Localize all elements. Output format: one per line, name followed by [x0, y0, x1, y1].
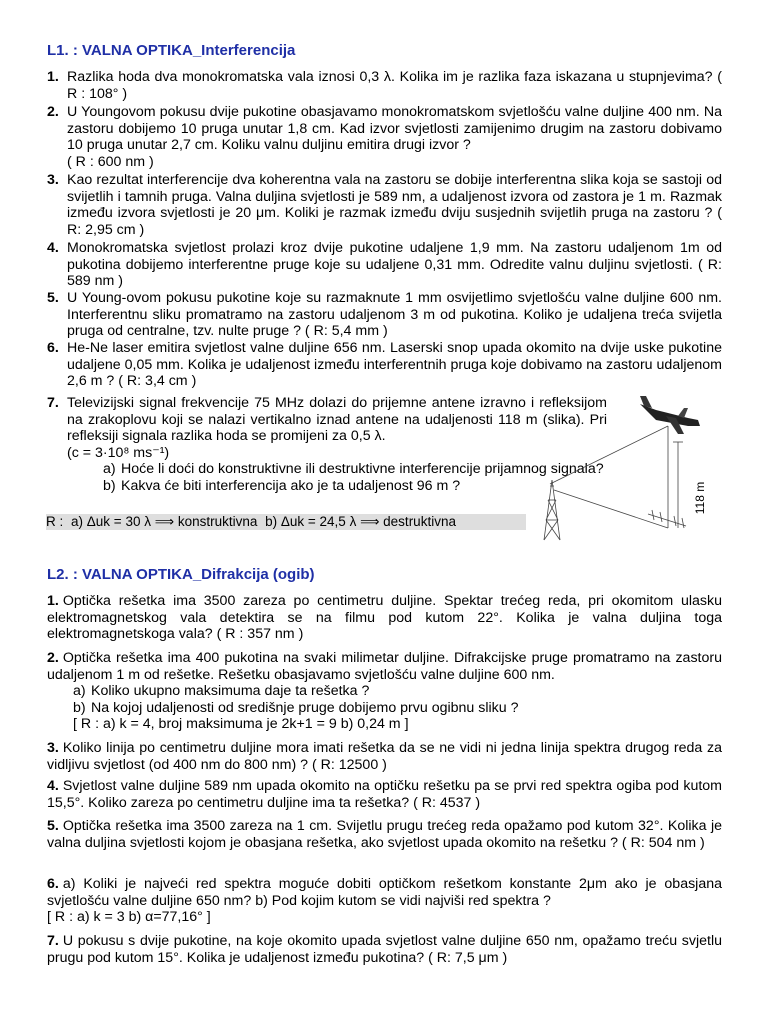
problem-l2-3 — [47, 740, 722, 773]
airplane-antenna-figure — [528, 390, 728, 550]
problem-l1-2 — [47, 104, 722, 170]
problem-answer: ( R : 600 nm ) — [67, 153, 154, 170]
subquestion-text: Hoće li doći do konstruktivne ili destruktivne interferencije prijamnog signala? — [121, 461, 604, 478]
problem-l2-2 — [47, 650, 722, 733]
problem-text: U pokusu s dvije pukotine, na koje okomito upada svjetlost valne duljine 650 nm, opažamo treću svjetlu prugu pod kutom 15°. Kolika je udaljenost između pukotina? ( R: 7,5 μm ) — [47, 933, 722, 966]
problem-answer: [ R : a) k = 4, broj maksimuma je 2k+1 = 9 b) 0,24 m ] — [73, 716, 409, 733]
problem-l2-6 — [47, 876, 722, 926]
problem-l2-5 — [47, 818, 722, 851]
subquestion-a — [47, 683, 722, 700]
subquestion-a — [67, 461, 607, 478]
airplane-icon — [640, 396, 700, 434]
problem-text: Optička rešetka ima 3500 zareza na 1 cm. Svijetlu prugu trećeg reda opažamo pod kutom 32°. Kolika je valna duljina svjetlosti kojom je obasjana rešetka, ako svjetlost upada okomito na rešetku ? ( R: 504 nm ) — [47, 818, 722, 851]
problem-l2-1 — [47, 593, 722, 643]
signal-path-ground — [554, 490, 668, 528]
section-heading-interference: L1. : VALNA OPTIKA_Interferencija — [47, 42, 296, 59]
speed-of-light-constant: (c = 3·10⁸ ms⁻¹) — [67, 444, 170, 461]
problem-number: 3. — [47, 172, 59, 188]
problem-answer: [ R : a) k = 3 b) α=77,16° ] — [47, 909, 211, 926]
problem-number: 5. — [47, 290, 59, 306]
subquestion-b — [47, 700, 722, 717]
problem-number: 6. — [47, 876, 59, 892]
answer-box-l1-7 — [46, 514, 526, 530]
problem-number: 7. — [47, 933, 59, 949]
problem-number: 4. — [47, 778, 59, 794]
problem-number: 7. — [47, 395, 59, 411]
problem-text: Svjetlost valne duljine 589 nm upada okomito na optičku rešetku pa se prvi red spektra ogiba pod kutom 15,5°. Koliko zareza po centimetru duljine ima ta rešetka? ( R: 4537 ) — [47, 778, 722, 811]
problem-l1-5 — [47, 290, 722, 340]
tower-icon — [544, 480, 560, 540]
problem-text: Razlika hoda dva monokromatska vala iznosi 0,3 λ. Kolika im je razlika faza iskazana u stupnjevima? ( R : 108° ) — [67, 69, 722, 102]
problem-l1-4 — [47, 240, 722, 290]
problem-text: He-Ne laser emitira svjetlost valne duljine 656 nm. Laserski snop upada okomito na dvije uske pukotine udaljene 0,05 mm. Kolika je udaljenost između interferentnih pruga koje dobivamo na zastoru udaljenom 2,6 m ? ( R: 3,4 cm ) — [67, 340, 722, 390]
subquestion-text: Na kojoj udaljenosti od središnje pruge dobijemo prvu ogibnu sliku ? — [91, 699, 519, 716]
problem-l2-7 — [47, 933, 722, 966]
subquestion-label: a) — [103, 461, 116, 478]
subquestion-b — [67, 478, 607, 495]
problem-text: U Youngovom pokusu dvije pukotine obasjavamo monokromatskom svjetlošću valne duljine 400 nm. Na zastoru dobijemo 10 pruga unutar 1,8 cm. Kad izvor svjetlosti zamijenimo drugim na zastoru dobivamo 10 pruga unutar 2,7 cm. Koliku valnu duljinu emitira drugi izvor ? — [67, 104, 722, 154]
height-label: 118 m — [693, 481, 707, 515]
problem-text: Koliko linija po centimetru duljine mora imati rešetka da se ne vidi ni jedna linija spektra drugog reda za vidljivu svjetlost (od 400 nm do 800 nm) ? ( R: 12500 ) — [47, 740, 722, 773]
problem-text: Televizijski signal frekvencije 75 MHz dolazi do prijemne antene izravno i refleksijom na zrakoplovu koji se nalazi vertikalno iznad antene na udaljenosti 118 m (slika). Pri refleksiji signala razlika hoda se promijeni za 0,5 λ. — [67, 395, 607, 445]
subquestion-text: Koliko ukupno maksimuma daje ta rešetka ? — [91, 683, 370, 700]
problem-text: Kao rezultat interferencije dva koherentna vala na zastoru se dobije interferentna slika koja se sastoji od svijetlih i tamnih pruga. Valna duljina svjetlosti je 589 nm, a udaljenost izvora od zastora je 1 m. Razmak između izvora svjetlosti je 20 μm. Koliki je razmak između dviju susjednih svijetlih pruga na zastoru ? ( R: 2,95 cm ) — [67, 172, 722, 238]
answer-a: a) Δuk = 30 λ ⟹ konstruktivna — [71, 514, 258, 529]
subquestion-label: b) — [73, 699, 86, 716]
section-heading-diffraction: L2. : VALNA OPTIKA_Difrakcija (ogib) — [47, 566, 315, 583]
problem-l1-1 — [47, 69, 722, 102]
problem-text: a) Koliki je najveći red spektra moguće dobiti optičkom rešetkom konstante 2μm ako je obasjana svjetlošću valne duljine 650 nm? b) Pod kojim kutom se vidi najviši red spektra ? — [47, 876, 722, 909]
answer-b: b) Δuk = 24,5 λ ⟹ destruktivna — [265, 514, 456, 529]
problem-text: Optička rešetka ima 3500 zareza po centimetru duljine. Spektar trećeg reda, pri okomitom ulasku elektromagnetskog vala detektira se na filmu pod kutom 22°. Kolika je valna duljina toga elektromagnetskoga vala? ( R : 357 nm ) — [47, 593, 722, 643]
problem-number: 5. — [47, 818, 59, 834]
problem-number: 6. — [47, 340, 59, 356]
problem-number: 2. — [47, 650, 59, 666]
problem-text: Monokromatska svjetlost prolazi kroz dvije pukotine udaljene 1,9 mm. Na zastoru udaljenom 1m od pukotina dobijemo interferentne pruge koje su udaljene 0,31 mm. Odredite valnu duljinu svjetlosti. ( R: 589 nm ) — [67, 240, 722, 290]
problem-number: 1. — [47, 593, 59, 609]
problem-l1-6 — [47, 340, 722, 390]
signal-path-direct — [550, 426, 668, 484]
problem-number: 4. — [47, 240, 59, 256]
subquestion-label: b) — [103, 477, 116, 494]
problem-number: 3. — [47, 740, 59, 756]
problem-l1-7 — [47, 395, 607, 495]
subquestion-label: a) — [73, 683, 86, 700]
problem-l1-3 — [47, 172, 722, 238]
ground-antenna-icon — [648, 510, 686, 528]
problem-l2-4 — [47, 778, 722, 811]
problem-text: Optička rešetka ima 400 pukotina na svaki milimetar duljine. Difrakcijske pruge promatramo na zastoru udaljenom 1 m od rešetke. Rešetku obasjavamo svjetlošću valne duljine 600 nm. — [47, 650, 722, 683]
problem-number: 2. — [47, 104, 59, 120]
problem-number: 1. — [47, 69, 59, 85]
subquestion-text: Kakva će biti interferencija ako je ta udaljenost 96 m ? — [121, 477, 461, 494]
problem-text: U Young-ovom pokusu pukotine koje su razmaknute 1 mm osvijetlimo svjetlošću valne duljine 600 nm. Interferentnu sliku promatramo na zastoru udaljenom 3 m od pukotina. Koliko je udaljena treća svijetla pruga od centralne, tzv. nulte pruge ? ( R: 5,4 mm ) — [67, 290, 722, 340]
answer-prefix: R : — [46, 514, 64, 529]
